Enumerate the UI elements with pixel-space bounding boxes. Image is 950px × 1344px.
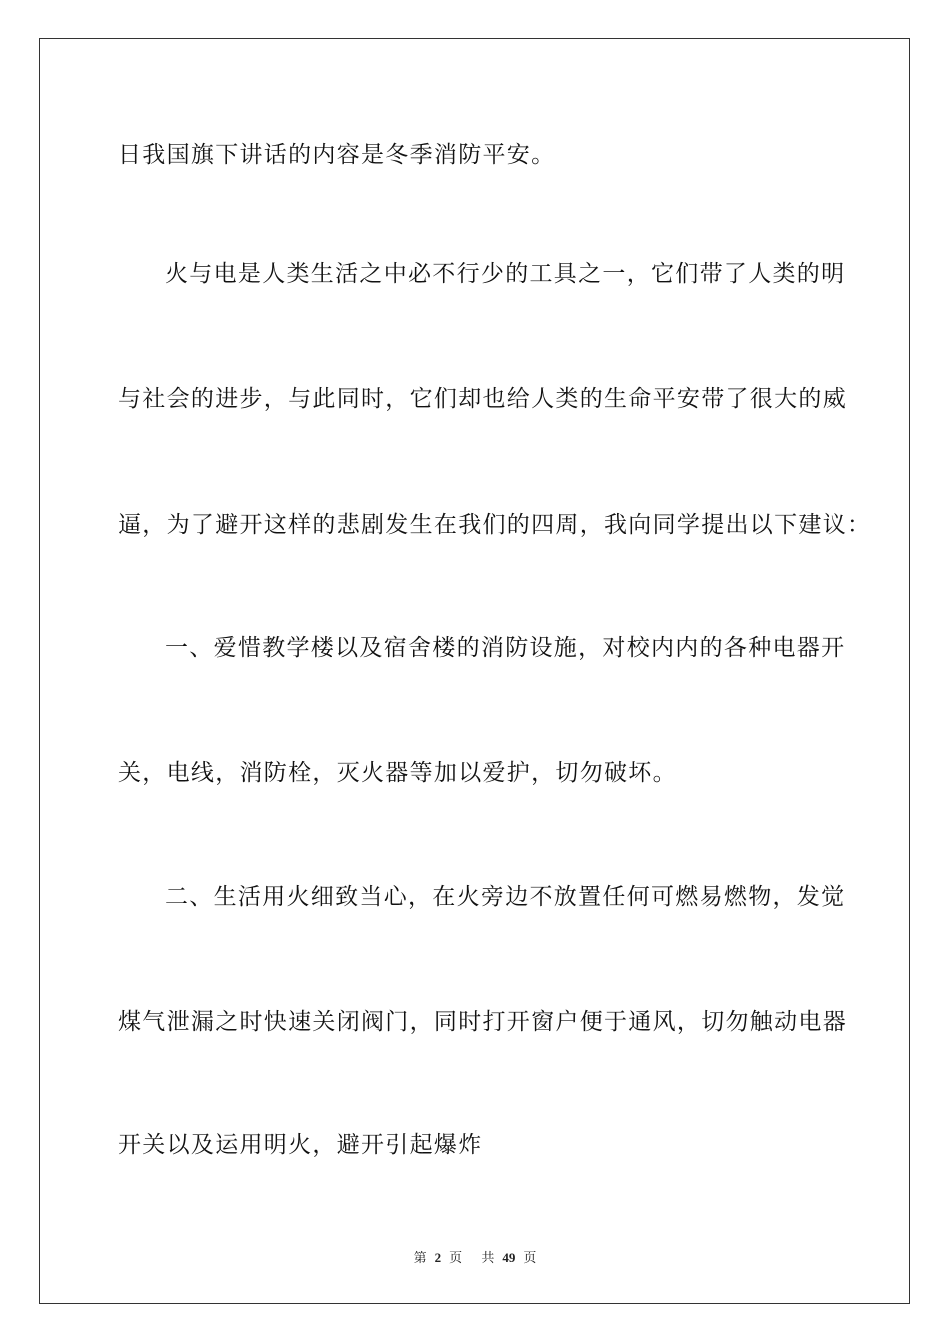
paragraph-line-2: 火与电是人类生活之中必不行少的工具之一，它们带了人类的明 [165, 261, 846, 287]
paragraph-line-6: 关，电线，消防栓，灭火器等加以爱护，切勿破坏。 [118, 760, 677, 786]
paragraph-line-5: 一、爱惜教学楼以及宿舍楼的消防设施，对校内内的各种电器开 [165, 635, 846, 661]
page-border [39, 38, 910, 1304]
paragraph-line-1: 日我国旗下讲话的内容是冬季消防平安。 [118, 142, 556, 168]
paragraph-line-3: 与社会的进步，与此同时，它们却也给人类的生命平安带了很大的威 [118, 386, 847, 412]
paragraph-line-4: 逼，为了避开这样的悲剧发生在我们的四周，我向同学提出以下建议： [118, 512, 872, 538]
paragraph-line-7: 二、生活用火细致当心，在火旁边不放置任何可燃易燃物，发觉 [165, 884, 846, 910]
current-page-label: 第 2 页 [413, 1250, 463, 1265]
total-pages-label: 共 49 页 [481, 1250, 537, 1265]
paragraph-line-9: 开关以及运用明火，避开引起爆炸 [118, 1132, 483, 1158]
paragraph-line-8: 煤气泄漏之时快速关闭阀门，同时打开窗户便于通风，切勿触动电器 [118, 1009, 847, 1035]
page-footer [0, 1247, 950, 1266]
